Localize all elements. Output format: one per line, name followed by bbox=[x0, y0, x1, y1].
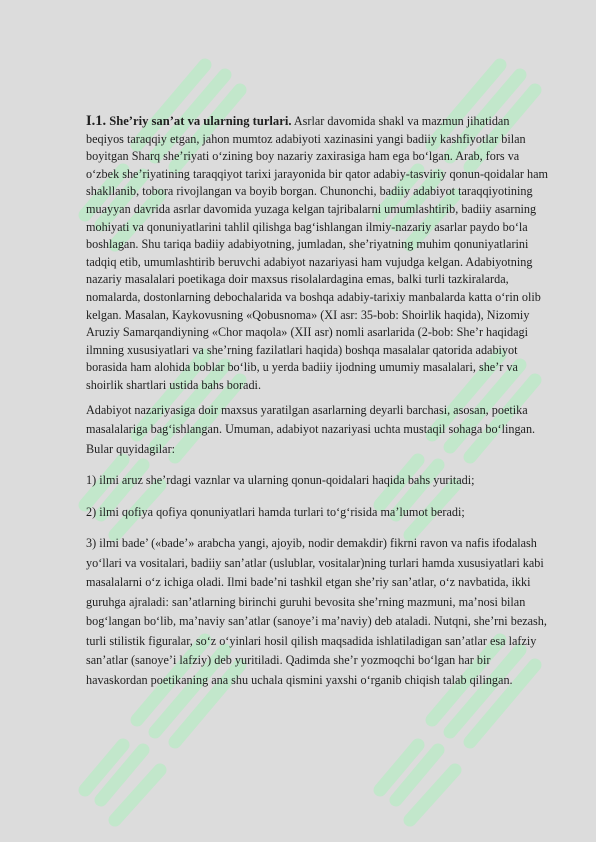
section-title: She’riy san’at va ularning turlari. bbox=[109, 114, 292, 128]
section-intro-text: Asrlar davomida shakl va mazmun jihatidan beqiyos taraqqiy etgan, jahon mumtoz adabiyoti xazinasini yangi badiiy kashfiyotlar bilan boyitgan Sharq she’riyati o‘zining boy nazariy zaxirasiga ham ega bo‘lgan. Arab, fors va o‘zbek she’riyatining taraqqiyot tarixi jarayonida bir qator adabiy-tasviriy qonun-qoidalar ham shakllanib, tobora rivojlangan va boyib borgan. Chunonchi, badiiy adabiyot taraqqiyotining muayyan davrida asrlar davomida yuzaga kelgan tajribalarni umumlashtirib, badiiy asarning mohiyati va qonuniyatlarini tahlil qilishga bag‘ishlangan ilmiy-nazariy asarlar paydo bo‘la boshlagan. Shu tariqa badiiy adabiyotning, jumladan, she’riyatning muhim qonuniyatlarini tadqiq etib, umumlashtirib beruvchi adabiyot nazariyasi ham vujudga kelgan. Adabiyotning nazariy masalalari poetikaga doir maxsus risolalardagina emas, balki turli tazkiralarda, nomalarda, dostonlarning debochalarida va boshqa adabiy-tarixiy manbalarda katta o‘rin olib kelgan. Masalan, Kaykovusning «Qobusnoma» (XI asr: 35-bob: Shoirlik haqida), Nizomiy Aruziy Samarqandiyning «Chor maqola» (XII asr) nomli asarlarida (2-bob: She’r haqidagi ilmning xususiyatlari va she’rning fazilatlari haqida) boshqa masalalar qatorida adabiyot borasida ham alohida boblar bo‘lib, u yerda badiiy ijodning umumiy masalalari, she’r va shoirlik shartlari ustida bahs boradi. bbox=[86, 114, 548, 392]
document-body bbox=[86, 113, 550, 690]
list-item-bade: 3) ilmi bade’ («bade’» arabcha yangi, ajoyib, nodir demakdir) fikrni ravon va nafis ifodalash yo‘llari va vositalari, badiiy san’atlar (uslublar, vositalar)ning turlari hamda xususiyatlari kabi masalalarni o‘z ichiga oladi. Ilmi bade’ni tashkil etgan she’riy san’atlar, o‘z navbatida, ikki guruhga ajraladi: san’atlarning birinchi guruhi bevosita she’rning mazmuni, ma’nosi bilan bog‘langan bo‘lib, ma’naviy san’atlar (sanoye’i ma’naviy) deb ataladi. Nutqni, she’rni bezash, turli stilistik figuralar, so‘z o‘yinlari hosil qilish maqsadida ishlatiladigan san’atlar esa lafziy san’atlar (sanoye’i lafziy) deb yuritiladi. Qadimda she’r yozmoqchi bo‘lgan har bir havaskordan poetikaning ana shu uchala qismini yaxshi o‘rganib chiqish talab qilingan. bbox=[86, 536, 547, 687]
section-number: I.1. bbox=[86, 113, 107, 129]
paragraph-overview: Adabiyot nazariyasiga doir maxsus yaratilgan asarlarning deyarli barchasi, asosan, poetika masalalariga bag‘ishlangan. Umuman, adabiyot nazariyasi uchta mustaqil sohaga bo‘lingan. Bular quyidagilar: bbox=[86, 402, 536, 456]
list-item-qofiya: 2) ilmi qofiya qofiya qonuniyatlari hamda turlari to‘g‘risida ma’lumot beradi; bbox=[86, 504, 465, 519]
section-intro-paragraph bbox=[86, 113, 550, 395]
list-item-aruz: 1) ilmi aruz she’rdagi vaznlar va ularning qonun-qoidalari haqida bahs yuritadi; bbox=[86, 473, 475, 487]
